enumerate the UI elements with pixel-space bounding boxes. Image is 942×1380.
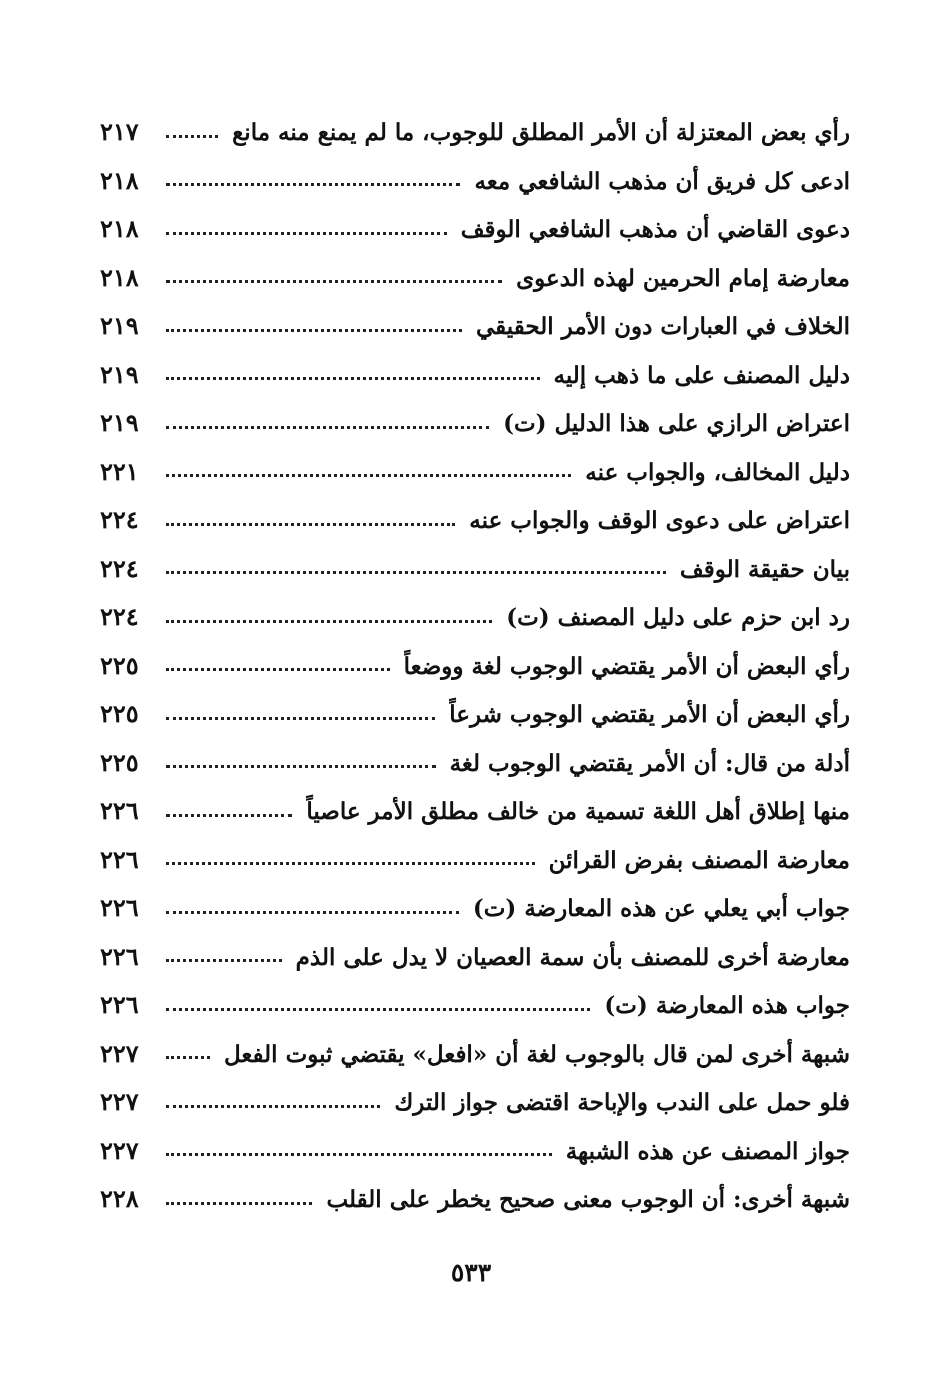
toc-entry-title: معارضة إمام الحرمين لهذه الدعوى <box>516 264 850 292</box>
dot-leader <box>166 523 455 526</box>
toc-entry-title: اعتراض الرازي على هذا الدليل (ت) <box>503 410 850 437</box>
toc-entry-title: شبهة أخرى: أن الوجوب معنى صحيح يخطر على القلب <box>326 1186 850 1213</box>
toc-entry-page: ٢٢٦ <box>100 844 139 874</box>
dot-leader <box>166 426 489 429</box>
toc-entry-title: دليل المصنف على ما ذهب إليه <box>553 361 850 389</box>
dot-leader <box>166 862 535 865</box>
toc-entry-page: ٢١٧ <box>100 117 139 146</box>
toc-entry <box>100 108 850 157</box>
dot-leader <box>166 1008 590 1011</box>
toc-entry-page: ٢١٩ <box>100 359 139 389</box>
toc-entry-page: ٢٢٦ <box>100 990 139 1019</box>
toc-entry-page: ٢١٨ <box>100 165 139 195</box>
dot-leader <box>166 474 571 477</box>
dot-leader <box>166 1105 380 1108</box>
toc-entry-page: ٢٢٨ <box>100 1184 139 1213</box>
toc-entry <box>100 593 850 642</box>
dot-leader <box>166 571 666 574</box>
toc-entry-title: رأي بعض المعتزلة أن الأمر المطلق للوجوب، ما لم يمنع منه مانع <box>232 119 850 146</box>
toc-entry <box>100 399 850 448</box>
toc-entry <box>100 545 850 594</box>
toc-entry <box>100 1078 850 1127</box>
toc-entry <box>100 836 850 885</box>
toc-entry <box>100 1127 850 1176</box>
dot-leader <box>166 911 459 914</box>
toc-entry-page: ٢٢٤ <box>100 602 139 631</box>
toc-entry-page: ٢١٩ <box>100 408 139 437</box>
toc-entry <box>100 739 850 788</box>
toc-entry-page: ٢٢٤ <box>100 553 139 583</box>
dot-leader <box>166 1202 312 1205</box>
toc-entry <box>100 787 850 836</box>
toc-entry <box>100 496 850 545</box>
toc-entry <box>100 157 850 206</box>
toc-entry-title: شبهة أخرى لمن قال بالوجوب لغة أن «افعل» يقتضي ثبوت الفعل <box>224 1040 850 1068</box>
toc-entry-page: ٢٢٦ <box>100 796 139 825</box>
toc-entry-title: اعتراض على دعوى الوقف والجواب عنه <box>469 507 850 534</box>
toc-entry-title: الخلاف في العبارات دون الأمر الحقيقي <box>476 313 850 340</box>
dot-leader <box>166 377 540 380</box>
dot-leader <box>166 280 502 283</box>
toc-entry-title: رد ابن حزم على دليل المصنف (ت) <box>506 604 850 631</box>
toc-entry <box>100 205 850 254</box>
table-of-contents <box>100 108 850 1224</box>
dot-leader <box>166 135 218 138</box>
toc-entry-title: بيان حقيقة الوقف <box>679 555 850 583</box>
toc-entry-page: ٢٢٤ <box>100 505 139 534</box>
dot-leader <box>166 668 390 671</box>
dot-leader <box>166 959 282 962</box>
dot-leader <box>166 1056 210 1059</box>
toc-entry-page: ٢٢٧ <box>100 1087 139 1116</box>
toc-entry-title: دليل المخالف، والجواب عنه <box>585 458 850 486</box>
toc-entry-page: ٢٢٥ <box>100 747 139 777</box>
toc-entry <box>100 690 850 739</box>
toc-entry <box>100 1030 850 1079</box>
dot-leader <box>166 232 447 235</box>
toc-entry-title: جواز المصنف عن هذه الشبهة <box>565 1137 850 1165</box>
toc-entry-page: ٢٢٦ <box>100 893 139 922</box>
toc-entry-title: رأي البعض أن الأمر يقتضي الوجوب شرعاً <box>449 701 850 728</box>
toc-entry-title: دعوى القاضي أن مذهب الشافعي الوقف <box>460 216 850 243</box>
toc-entry-page: ٢٢١ <box>100 456 139 486</box>
toc-entry <box>100 1175 850 1224</box>
toc-entry-title: ادعى كل فريق أن مذهب الشافعي معه <box>474 167 850 195</box>
dot-leader <box>166 183 460 186</box>
toc-entry <box>100 642 850 691</box>
dot-leader <box>166 717 435 720</box>
toc-entry-page: ٢٢٧ <box>100 1135 139 1165</box>
toc-entry-title: معارضة أخرى للمصنف بأن سمة العصيان لا يدل على الذم <box>295 943 850 971</box>
toc-entry-page: ٢١٩ <box>100 311 139 340</box>
toc-entry-title: أدلة من قال: أن الأمر يقتضي الوجوب لغة <box>449 749 850 777</box>
toc-entry-page: ٢١٨ <box>100 214 139 243</box>
toc-entry-title: معارضة المصنف بفرض القرائن <box>548 846 850 874</box>
dot-leader <box>166 1153 552 1156</box>
toc-entry-page: ٢٢٥ <box>100 699 139 728</box>
toc-entry <box>100 254 850 303</box>
toc-entry-title: جواب هذه المعارضة (ت) <box>604 992 850 1019</box>
dot-leader <box>166 620 492 623</box>
toc-entry-page: ٢٢٦ <box>100 941 139 971</box>
dot-leader <box>166 814 292 817</box>
toc-entry <box>100 933 850 982</box>
toc-entry-page: ٢٢٧ <box>100 1038 139 1068</box>
toc-entry-title: منها إطلاق أهل اللغة تسمية من خالف مطلق الأمر عاصياً <box>306 798 850 825</box>
toc-entry-title: رأي البعض أن الأمر يقتضي الوجوب لغة ووضعاً <box>403 652 850 680</box>
dot-leader <box>166 765 436 768</box>
dot-leader <box>166 329 462 332</box>
toc-entry <box>100 351 850 400</box>
toc-entry-title: جواب أبي يعلي عن هذه المعارضة (ت) <box>472 895 850 922</box>
toc-entry-title: فلو حمل على الندب والإباحة اقتضى جواز الترك <box>394 1089 850 1116</box>
toc-entry-page: ٢٢٥ <box>100 650 139 680</box>
toc-entry <box>100 302 850 351</box>
toc-entry <box>100 981 850 1030</box>
page-number: ٥٣٣ <box>450 1258 492 1287</box>
toc-entry-page: ٢١٨ <box>100 262 139 292</box>
toc-entry <box>100 884 850 933</box>
toc-entry <box>100 448 850 497</box>
